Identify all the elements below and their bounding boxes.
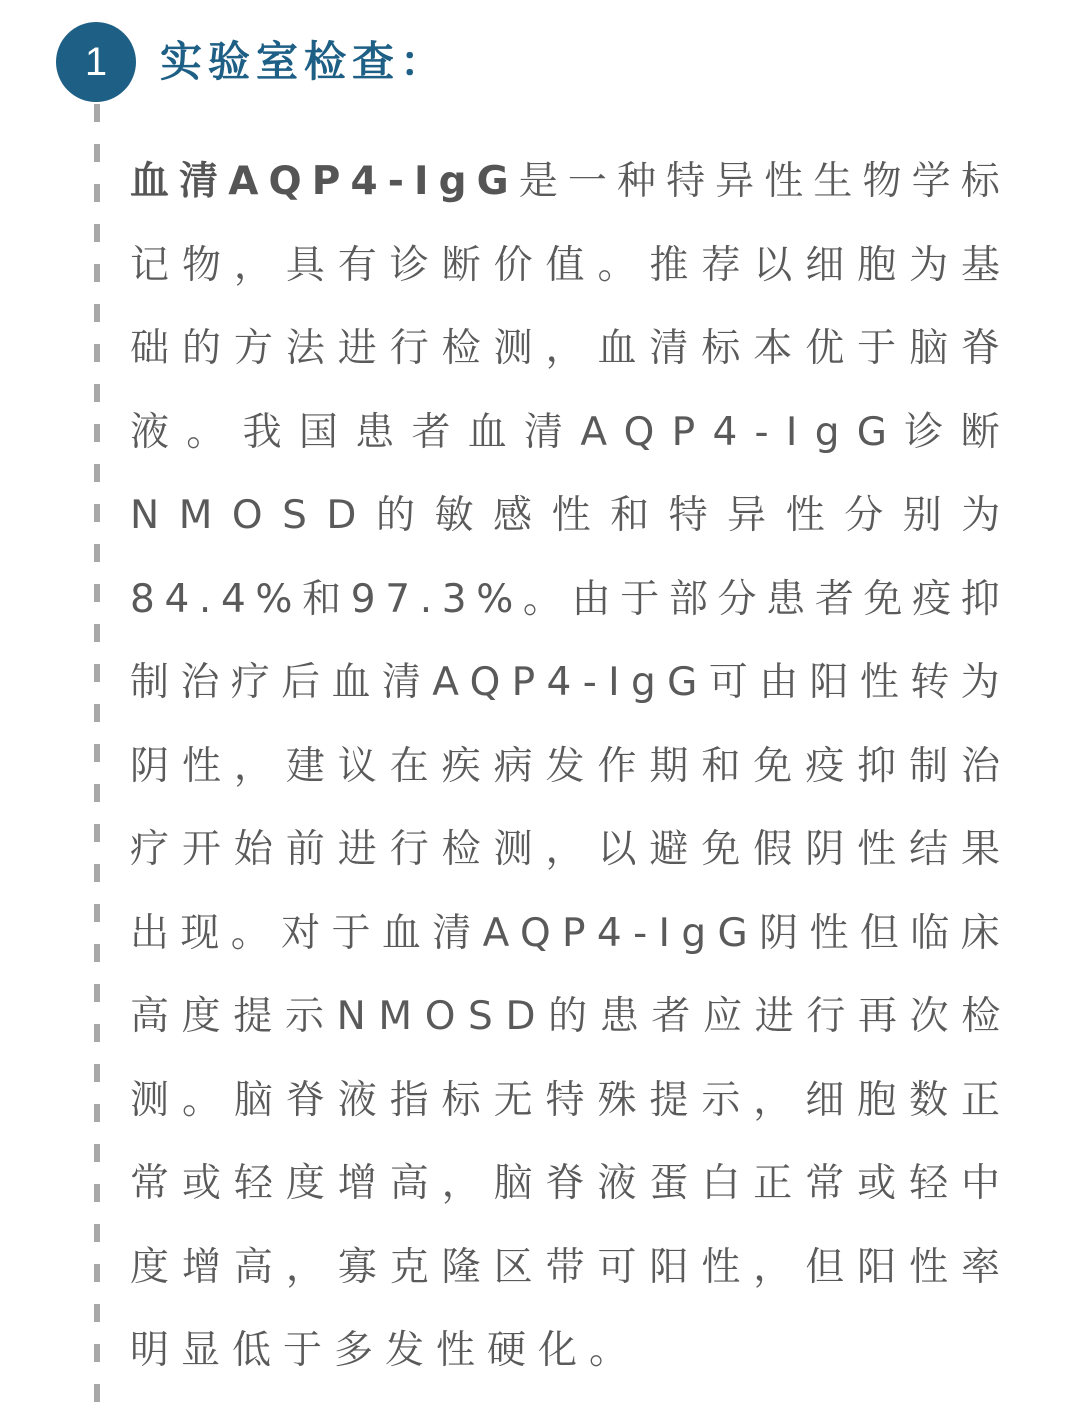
timeline-dashed-divider bbox=[94, 104, 100, 1412]
body-line-13: 常或轻度增高，脑脊液蛋白正常或轻中 bbox=[130, 1161, 1013, 1206]
body-line-6: 84.4%和97.3%。由于部分患者免疫抑 bbox=[130, 576, 1010, 622]
body-line-7: 制治疗后血清AQP4-IgG可由阳性转为 bbox=[130, 660, 1011, 705]
lead-term: 血清AQP4-IgG bbox=[130, 159, 519, 204]
body-line-1-text: 是一种特异性生物学标 bbox=[518, 159, 1010, 204]
body-line-2: 记物，具有诊断价值。推荐以细胞为基 bbox=[130, 242, 1013, 288]
body-line-1 bbox=[130, 140, 1040, 224]
body-line-4: 液。我国患者血清AQP4-IgG诊断 bbox=[130, 409, 1017, 455]
step-number-badge bbox=[56, 22, 136, 102]
body-line-5: NMOSD的敏感性和特异性分别为 bbox=[130, 493, 1020, 538]
body-line-11: 高度提示NMOSD的患者应进行再次检 bbox=[130, 994, 1013, 1039]
body-line-10: 出现。对于血清AQP4-IgG阴性但临床 bbox=[130, 910, 1011, 956]
section-title: 实验室检查： bbox=[160, 37, 449, 86]
body-line-15: 明显低于多发性硬化。 bbox=[130, 1328, 641, 1373]
body-line-9: 疗开始前进行检测，以避免假阴性结果 bbox=[130, 827, 1013, 872]
body-line-12: 测。脑脊液指标无特殊提示，细胞数正 bbox=[130, 1077, 1013, 1123]
section-body bbox=[130, 140, 1020, 1393]
body-line-8: 阴性，建议在疾病发作期和免疫抑制治 bbox=[130, 743, 1013, 789]
body-line-14: 度增高，寡克隆区带可阳性，但阳性率 bbox=[130, 1244, 1013, 1290]
body-line-3: 础的方法进行检测，血清标本优于脑脊 bbox=[130, 326, 1013, 371]
step-number: 1 bbox=[84, 39, 108, 84]
